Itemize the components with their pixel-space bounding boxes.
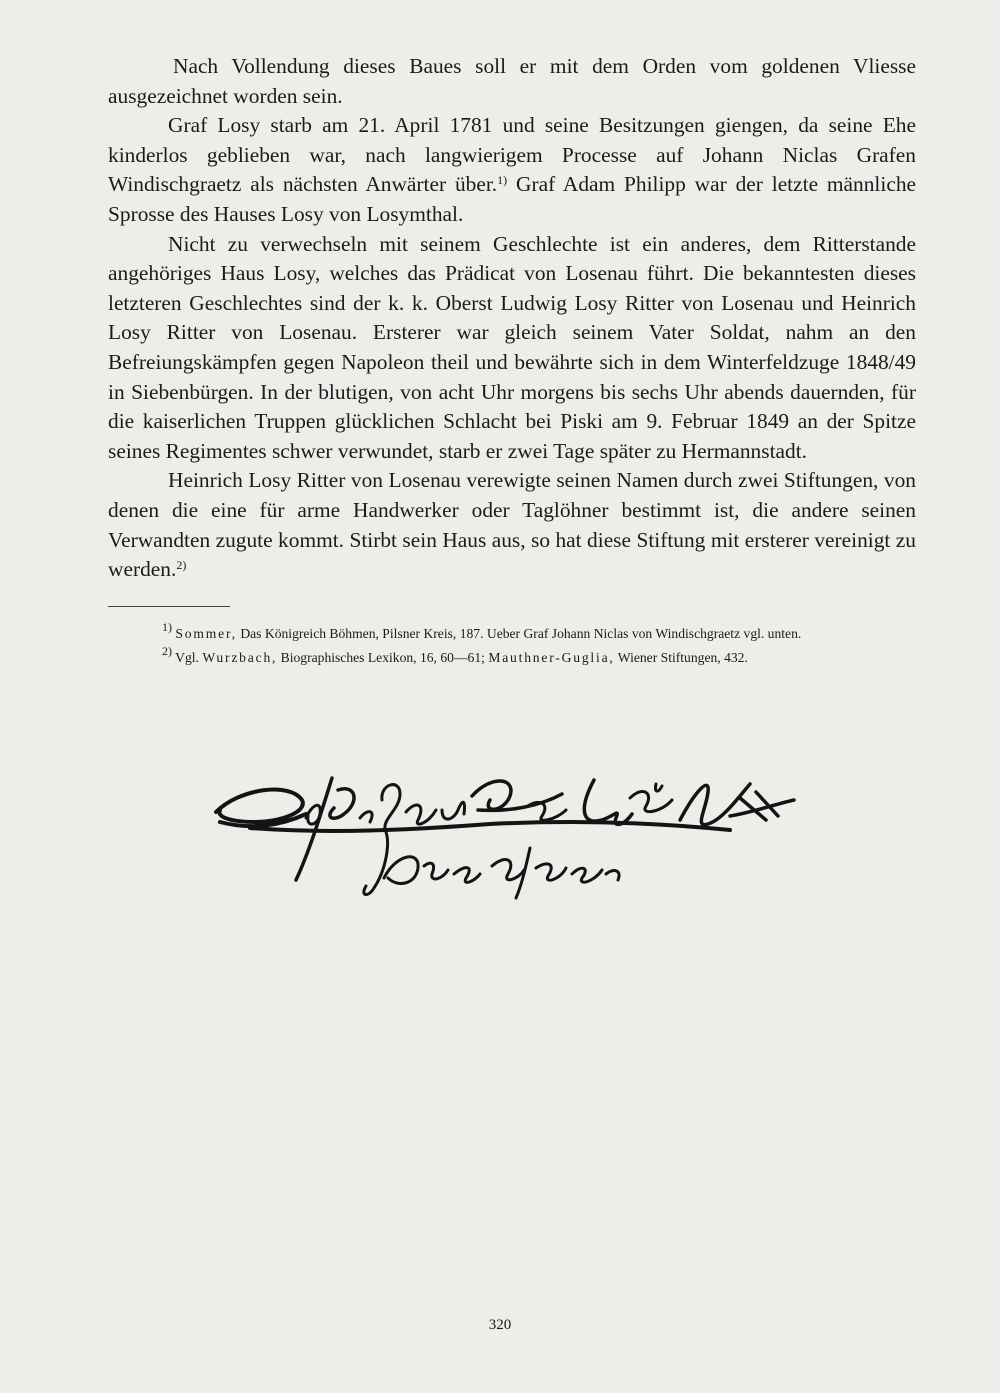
footnote-1-text: Das Königreich Böhmen, Pilsner Kreis, 187. Ueber Graf Johann Niclas von Windischgraetz vgl. unten.: [236, 626, 802, 641]
footnote-2-author: Wurzbach,: [202, 650, 278, 665]
footnote-2-author-2: Mauthner-Guglia,: [488, 650, 615, 665]
body-text: [108, 52, 916, 585]
footnotes: [108, 620, 898, 672]
footnote-ref-1: 1): [497, 173, 508, 188]
footnote-2-mid: Biographisches Lexikon, 16, 60—61;: [277, 650, 489, 665]
footnote-2: [108, 644, 898, 667]
paragraph-2: [108, 111, 916, 229]
footnote-2-end: Wiener Stiftungen, 432.: [614, 650, 748, 665]
handwritten-signature: [210, 770, 800, 910]
paragraph-2-text: Graf Losy starb am 21. April 1781 und seine Besitzungen giengen, da seine Ehe kinderlos geblieben war, nach langwierigem Processe auf Johann Niclas Grafen Windischgraetz als nächsten Anwärter über.: [108, 113, 916, 197]
footnote-divider: [108, 606, 230, 607]
footnote-1-mark: 1): [162, 620, 172, 634]
footnote-1-author: Sommer,: [175, 626, 237, 641]
paragraph-1: [108, 52, 916, 111]
paragraph-2-text-cont: Graf Adam Philipp war der letzte männliche Sprosse des Hauses Losy von Losymthal.: [108, 172, 917, 226]
paragraph-3: [108, 230, 916, 467]
paragraph-4: [108, 466, 916, 584]
paragraph-3-text: Nicht zu verwechseln mit seinem Geschlechte ist ein anderes, dem Ritterstande angehöriges Haus Losy, welches das Prädicat von Losenau führt. Die bekanntesten dieses letzteren Geschlechtes sind der k. k. Oberst Ludwig Losy Ritter von Losenau und Heinrich Losy Ritter von Losenau. Ersterer war gleich seinem Vater Soldat, nahm an den Befreiungskämpfen gegen Napoleon theil und bewährte sich in dem Winterfeldzuge 1848/49 in Siebenbürgen. In der blutigen, von acht Uhr morgens bis sechs Uhr abends dauernden, für die kaiserlichen Truppen glücklichen Schlacht bei Piski am 9. Februar 1849 an der Spitze seines Regimentes schwer verwundet, starb er zwei Tage später zu Hermannstadt.: [108, 231, 916, 463]
footnote-ref-2: 2): [176, 558, 187, 573]
paragraph-4-text: Heinrich Losy Ritter von Losenau verewigte seinen Namen durch zwei Stiftungen, von denen die eine für arme Handwerker oder Taglöhner bestimmt ist, die andere seinen Verwandten zugute kommt. Stirbt sein Haus aus, so hat diese Stiftung mit ersterer vereinigt zu werden.: [108, 468, 916, 582]
footnote-2-mark: 2): [162, 644, 172, 658]
footnote-2-pre: Vgl.: [172, 650, 203, 665]
paragraph-1-text: Nach Vollendung dieses Baues soll er mit dem Orden vom goldenen Vliesse ausgezeichnet worden sein.: [108, 54, 916, 108]
footnote-1: [108, 620, 898, 643]
page-number: 320: [488, 1317, 512, 1333]
